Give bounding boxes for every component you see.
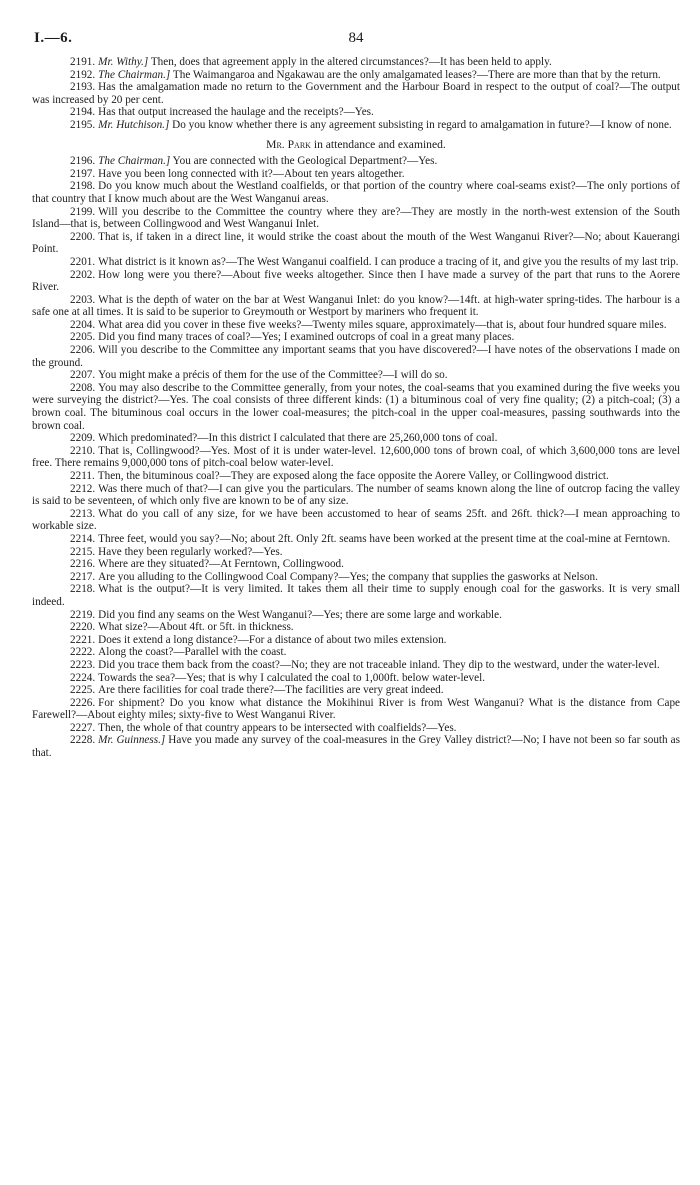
question-number: 2192.: [70, 68, 96, 81]
paragraph-text: That is, if taken in a direct line, it would strike the coast about the mouth of the West Wanganui River?—No; about Kauerangi Point.: [32, 230, 680, 256]
question-number: 2198.: [70, 180, 96, 193]
paragraph-text: Are you alluding to the Collingwood Coal Company?—Yes; the company that supplies the gasworks at Nelson.: [98, 570, 598, 583]
speaker-name: Mr. Hutchison.]: [98, 118, 170, 131]
witness-heading: [32, 139, 680, 152]
question-number: 2224.: [70, 671, 96, 684]
question-number: 2199.: [70, 205, 96, 218]
evidence-paragraph: [32, 106, 680, 119]
witness-name: Mr. Park: [266, 137, 311, 151]
evidence-paragraph: [32, 331, 680, 344]
paragraph-text: How long were you there?—About five weeks altogether. Since then I have made a survey of the part that runs to the Aorere River.: [32, 268, 680, 294]
paragraph-text: That is, Collingwood?—Yes. Most of it is under water-level. 12,600,000 tons of brown coal, of which 3,600,000 tons are level free. There remains 9,000,000 tons of pitch-coal below water-level.: [32, 444, 680, 470]
paragraph-text: Have they been regularly worked?—Yes.: [98, 545, 283, 558]
question-number: 2227.: [70, 721, 96, 734]
question-number: 2200.: [70, 230, 96, 243]
paragraph-text: Has the amalgamation made no return to the Government and the Harbour Board in respect to the output of coal?—The output was increased by 20 per cent.: [32, 81, 680, 106]
paragraph-text: Did you find any seams on the West Wanganui?—Yes; there are some large and workable.: [98, 608, 502, 621]
evidence-paragraph: [32, 571, 680, 584]
question-number: 2202.: [70, 268, 96, 281]
paragraph-text: Was there much of that?—I can give you the particulars. The number of seams known along the line of outcrop facing the valley is said to be seventeen, of which only five are known to be of any size.: [32, 482, 680, 508]
question-number: 2193.: [70, 81, 96, 94]
paragraph-text: You may also describe to the Committee generally, from your notes, the coal-seams that you examined during the five weeks you were surveying the district?—Yes. The coal consists of three different kinds: (1) a bituminous coal of very fine quality; (2) a pitch-coal; (3) a brown coal. The bituminous coal occurs in the lower coal-measures; the pitch-coal in the upper coal-measures, passing southwards into the brown coal.: [32, 381, 680, 432]
evidence-paragraph: [32, 382, 680, 432]
evidence-paragraph: [32, 722, 680, 735]
question-number: 2222.: [70, 646, 96, 659]
paragraph-text: What is the depth of water on the bar at West Wanganui Inlet: do you know?—14ft. at high-water spring-tides. The harbour is a safe one at all times. It is said to be superior to Greymouth or Westport by mariners who frequent it.: [32, 293, 680, 319]
paragraph-text: The Waimangaroa and Ngakawau are the only amalgamated leases?—There are more than that by the return.: [172, 68, 661, 81]
paragraph-text: Has that output increased the haulage and the receipts?—Yes.: [98, 106, 374, 119]
evidence-paragraph: [32, 319, 680, 332]
question-number: 2203.: [70, 293, 96, 306]
evidence-paragraph: [32, 684, 680, 697]
evidence-paragraph: [32, 734, 680, 759]
paragraph-text: What is the output?—It is very limited. It takes them all their time to supply enough coal for the gasworks. It is very small indeed.: [32, 583, 680, 608]
evidence-paragraph: [32, 697, 680, 722]
evidence-paragraph: [32, 483, 680, 508]
paragraph-text: Then, does that agreement apply in the altered circumstances?—It has been held to apply.: [150, 56, 552, 68]
paragraph-text: Have you been long connected with it?—About ten years altogether.: [98, 167, 405, 180]
paragraph-text: Will you describe to the Committee the country where they are?—They are mostly in the north-west extension of the South Island—that is, between Collingwood and West Wanganui Inlet.: [32, 205, 680, 231]
paragraph-text: Does it extend a long distance?—For a distance of about two miles extension.: [98, 633, 447, 646]
paragraph-text: Towards the sea?—Yes; that is why I calculated the coal to 1,000ft. below water-level.: [98, 671, 485, 684]
evidence-paragraph: [32, 206, 680, 231]
paragraph-text: You might make a précis of them for the use of the Committee?—I will do so.: [98, 369, 448, 382]
evidence-paragraph: [32, 155, 680, 168]
paragraph-text: Have you made any survey of the coal-measures in the Grey Valley district?—No; I have not been so far south as that.: [32, 734, 680, 760]
speaker-name: The Chairman.]: [98, 155, 171, 168]
question-number: 2211.: [70, 470, 95, 482]
paragraph-text: What district is it known as?—The West Wanganui coalfield. I can produce a tracing of it, and give you the results of my last trip.: [98, 255, 679, 268]
evidence-paragraph: [32, 470, 680, 483]
question-number: 2220.: [70, 621, 96, 634]
question-number: 2212.: [70, 482, 96, 495]
evidence-paragraph: [32, 69, 680, 82]
evidence-paragraph: [32, 269, 680, 294]
document-body: [32, 56, 680, 760]
paragraph-text: Then, the bituminous coal?—They are exposed along the face opposite the Aorere Valley, or Collingwood district.: [97, 470, 609, 482]
evidence-paragraph: [32, 609, 680, 622]
evidence-paragraph: [32, 168, 680, 181]
question-number: 2194.: [70, 106, 96, 119]
evidence-paragraph: [32, 344, 680, 369]
evidence-paragraph: [32, 621, 680, 634]
document-reference: I.—6.: [34, 30, 73, 46]
question-number: 2223.: [70, 658, 96, 671]
question-number: 2210.: [70, 444, 96, 457]
question-number: 2208.: [70, 381, 96, 394]
evidence-paragraph: [32, 231, 680, 256]
evidence-paragraph: [32, 508, 680, 533]
paragraph-text: Did you find many traces of coal?—Yes; I examined outcrops of coal in a great many places.: [98, 331, 515, 344]
paragraph-text: Do you know much about the Westland coalfields, or that portion of the country where coal-seams exist?—The only portions of that country that I know much about are the West Wanganui areas.: [32, 180, 680, 205]
paragraph-text: For shipment? Do you know what distance the Mokihinui River is from West Wanganui? What is the distance from Cape Farewell?—About eighty miles; sixty-five to West Wanganui River.: [32, 696, 680, 722]
question-number: 2213.: [70, 507, 96, 520]
paragraph-text: What size?—About 4ft. or 5ft. in thickness.: [98, 621, 294, 634]
speaker-name: Mr. Guinness.]: [98, 734, 166, 747]
paragraph-text: Along the coast?—Parallel with the coast.: [98, 646, 287, 659]
question-number: 2217.: [70, 570, 96, 583]
question-number: 2195.: [70, 118, 96, 131]
question-number: 2197.: [70, 167, 96, 180]
witness-heading-rest: in attendance and examined.: [313, 137, 446, 151]
page-number: 84: [348, 30, 364, 46]
speaker-name: Mr. Withy.]: [98, 56, 149, 68]
paragraph-text: Do you know whether there is any agreement subsisting in regard to amalgamation in future?—I know of none.: [172, 118, 672, 131]
paragraph-text: Did you trace them back from the coast?—No; they are not traceable inland. They dip to the westward, under the water-level.: [98, 658, 660, 671]
evidence-paragraph: [32, 634, 680, 647]
question-number: 2225.: [70, 684, 96, 697]
evidence-paragraph: [32, 445, 680, 470]
question-number: 2215.: [70, 545, 96, 558]
page-header: [32, 26, 680, 56]
evidence-paragraph: [32, 294, 680, 319]
evidence-paragraph: [32, 558, 680, 571]
question-number: 2201.: [70, 255, 96, 268]
question-number: 2209.: [70, 432, 96, 445]
question-number: 2205.: [70, 331, 96, 344]
question-number: 2221.: [70, 633, 96, 646]
paragraph-text: Will you describe to the Committee any important seams that you have discovered?—I have notes of the observations I made on the ground.: [32, 344, 680, 369]
paragraph-text: Three feet, would you say?—No; about 2ft. Only 2ft. seams have been worked at the present time at the coal-mine at Ferntown.: [98, 532, 671, 545]
question-number: 2206.: [70, 344, 96, 357]
paragraph-text: Are there facilities for coal trade there?—The facilities are very great indeed.: [98, 684, 444, 697]
question-number: 2214.: [70, 532, 96, 545]
evidence-paragraph: [32, 369, 680, 382]
evidence-paragraph: [32, 672, 680, 685]
evidence-paragraph: [32, 546, 680, 559]
paragraph-text: What area did you cover in these five weeks?—Twenty miles square, approximately—that is, about four hundred square miles.: [98, 318, 667, 331]
question-number: 2226.: [70, 696, 96, 709]
paragraph-text: Which predominated?—In this district I calculated that there are 25,260,000 tons of coal.: [98, 432, 498, 445]
evidence-paragraph: [32, 256, 680, 269]
paragraph-text: What do you call of any size, for we have been accustomed to hear of seams 25ft. and 26ft. thick?—I mean approaching to workable size.: [32, 507, 680, 533]
evidence-paragraph: [32, 180, 680, 205]
question-number: 2216.: [70, 558, 96, 571]
speaker-name: The Chairman.]: [98, 68, 171, 81]
paragraph-text: Then, the whole of that country appears to be intersected with coalfields?—Yes.: [98, 721, 457, 734]
evidence-paragraph: [32, 659, 680, 672]
question-number: 2219.: [70, 608, 96, 621]
question-number: 2207.: [70, 369, 96, 382]
paragraph-text: You are connected with the Geological Department?—Yes.: [172, 155, 438, 168]
evidence-paragraph: [32, 119, 680, 132]
question-number: 2196.: [70, 155, 96, 168]
paragraph-text: Where are they situated?—At Ferntown, Collingwood.: [98, 558, 344, 571]
question-number: 2191.: [70, 56, 96, 68]
question-number: 2204.: [70, 318, 96, 331]
evidence-paragraph: [32, 81, 680, 106]
evidence-paragraph: [32, 432, 680, 445]
evidence-paragraph: [32, 56, 680, 69]
evidence-paragraph: [32, 646, 680, 659]
question-number: 2228.: [70, 734, 96, 747]
evidence-paragraph: [32, 533, 680, 546]
question-number: 2218.: [70, 583, 96, 596]
evidence-paragraph: [32, 583, 680, 608]
